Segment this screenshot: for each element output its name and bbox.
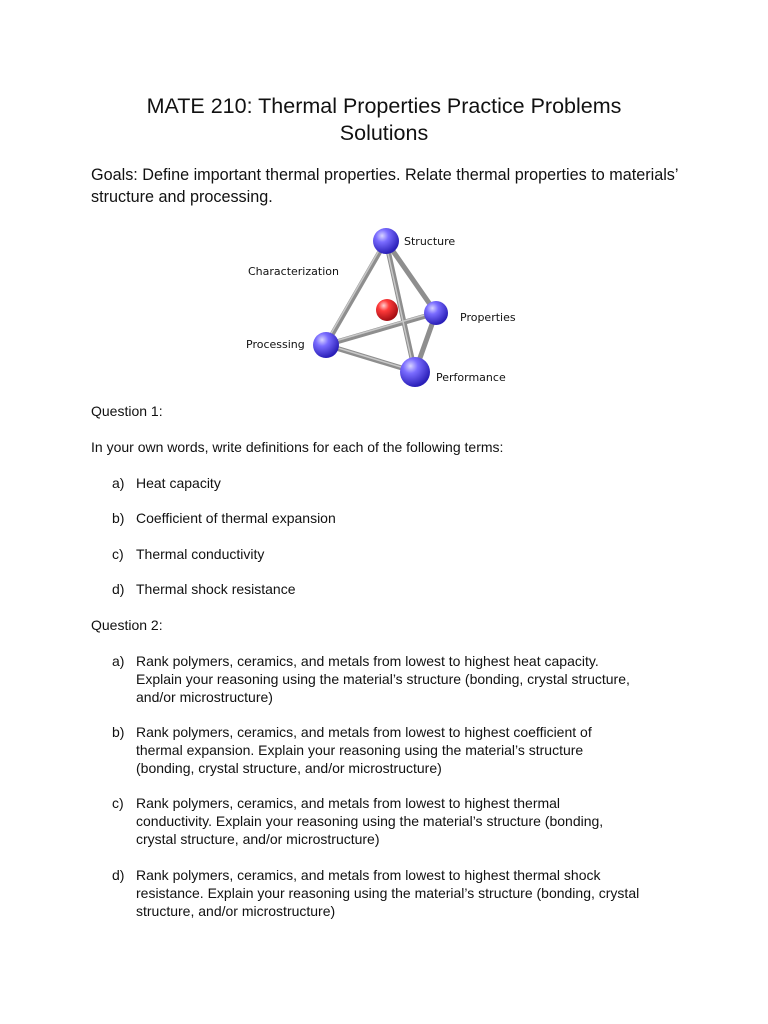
item-text: Rank polymers, ceramics, and metals from lowest to highest heat capacity. Explain your reasoning using the material’s structure (bonding, crystal structure, and/or microstructure) — [136, 653, 630, 705]
title-line-1: MATE 210: Thermal Properties Practice Problems — [146, 94, 622, 118]
goals-paragraph: Goals: Define important thermal properties. Relate thermal properties to materials’ structure and processing. — [91, 166, 678, 206]
item-label: b) — [112, 510, 125, 526]
label-processing: Processing — [246, 338, 305, 351]
characterization-sphere — [376, 299, 398, 321]
document-title — [0, 93, 768, 147]
item-text: Rank polymers, ceramics, and metals from lowest to highest thermal conductivity. Explain your reasoning using the material’s structure (bonding, crystal structure, and/or microstructure) — [136, 795, 604, 847]
item-text: Coefficient of thermal expansion — [136, 510, 336, 526]
item-label: a) — [112, 653, 125, 669]
performance-sphere — [400, 357, 430, 387]
item-label: c) — [112, 546, 124, 562]
item-text: Rank polymers, ceramics, and metals from lowest to highest coefficient of thermal expansion. Explain your reasoning using the material’s structure (bonding, crystal structure, and/or microstructure) — [136, 724, 592, 776]
question-1-heading: Question 1: — [91, 403, 163, 419]
item-label: a) — [112, 475, 125, 491]
item-text: Heat capacity — [136, 475, 221, 491]
label-performance: Performance — [436, 371, 506, 384]
question-2-heading: Question 2: — [91, 617, 163, 633]
processing-sphere — [313, 332, 339, 358]
item-label: d) — [112, 581, 125, 597]
title-line-2: Solutions — [339, 121, 429, 145]
item-label: c) — [112, 795, 124, 811]
label-structure: Structure — [404, 235, 456, 248]
materials-tetrahedron-figure — [238, 222, 538, 394]
label-characterization: Characterization — [248, 265, 339, 278]
label-properties: Properties — [460, 311, 516, 324]
structure-sphere — [373, 228, 399, 254]
item-text: Thermal shock resistance — [136, 581, 296, 597]
item-label: b) — [112, 724, 125, 740]
item-text: Rank polymers, ceramics, and metals from lowest to highest thermal shock resistance. Explain your reasoning using the material’s structure (bonding, crystal structure, and/or microstructure) — [136, 867, 640, 919]
item-text: Thermal conductivity — [136, 546, 265, 562]
properties-sphere — [424, 301, 448, 325]
item-label: d) — [112, 867, 125, 883]
question-1-prompt: In your own words, write definitions for each of the following terms: — [91, 439, 504, 455]
